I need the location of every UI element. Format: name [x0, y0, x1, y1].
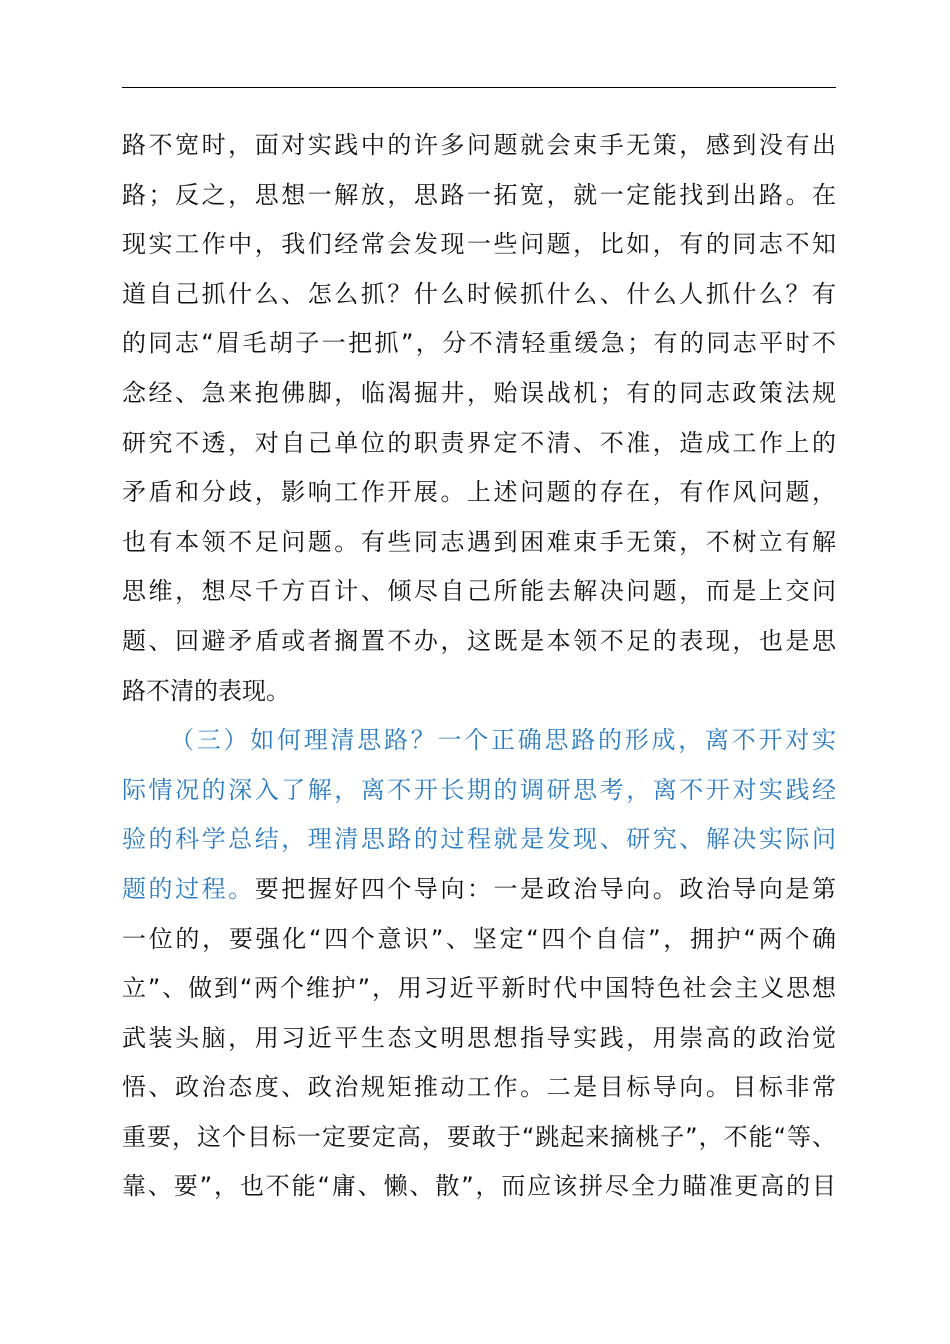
text-line: 思维，想尽千方百计、倾尽自己所能去解决问题，而是上交问	[122, 577, 836, 606]
text-span: 要把握好四个导向：一是政治导向。政治导向是第	[254, 874, 836, 903]
text-line: 路；反之，思想一解放，思路一拓宽，就一定能找到出路。在	[122, 180, 836, 209]
header-rule	[122, 87, 836, 88]
text-line: 现实工作中，我们经常会发现一些问题，比如，有的同志不知	[122, 230, 836, 259]
text-line: 题、回避矛盾或者搁置不办，这既是本领不足的表现，也是思	[122, 626, 836, 655]
text-line: 念经、急来抱佛脚，临渴掘井，贻误战机；有的同志政策法规	[122, 378, 836, 407]
text-line: 也有本领不足问题。有些同志遇到困难束手无策，不树立有解	[122, 527, 836, 556]
text-line: 一位的，要强化“四个意识”、坚定“四个自信”，拥护“两个确	[122, 924, 836, 953]
text-line: 路不清的表现。	[122, 676, 290, 705]
text-line	[122, 865, 836, 915]
section-heading-line: （三）如何理清思路？一个正确思路的形成，离不开对实	[170, 726, 836, 755]
text-line: 靠、要”，也不能“庸、懒、散”，而应该拼尽全力瞄准更高的目	[122, 1172, 836, 1201]
text-line: 路不宽时，面对实践中的许多问题就会束手无策，感到没有出	[122, 131, 836, 159]
section-heading-end: 题的过程。	[122, 874, 255, 903]
body-text	[122, 121, 836, 1212]
section-heading-line: 际情况的深入了解，离不开长期的调研思考，离不开对实践经	[122, 775, 836, 804]
text-line: 研究不透，对自己单位的职责界定不清、不准，造成工作上的	[122, 428, 836, 457]
text-line: 矛盾和分歧，影响工作开展。上述问题的存在，有作风问题，	[122, 478, 836, 507]
text-line: 道自己抓什么、怎么抓？什么时候抓什么、什么人抓什么？有	[122, 279, 836, 308]
section-heading-line: 验的科学总结，理清思路的过程就是发现、研究、解决实际问	[122, 825, 836, 854]
text-line: 武装头脑，用习近平生态文明思想指导实践，用崇高的政治觉	[122, 1023, 836, 1052]
text-line: 立”、做到“两个维护”，用习近平新时代中国特色社会主义思想	[122, 974, 836, 1003]
text-line: 悟、政治态度、政治规矩推动工作。二是目标导向。目标非常	[122, 1073, 836, 1102]
text-line: 重要，这个目标一定要定高，要敢于“跳起来摘桃子”，不能“等、	[122, 1122, 836, 1151]
text-line: 的同志“眉毛胡子一把抓”，分不清轻重缓急；有的同志平时不	[122, 329, 836, 358]
